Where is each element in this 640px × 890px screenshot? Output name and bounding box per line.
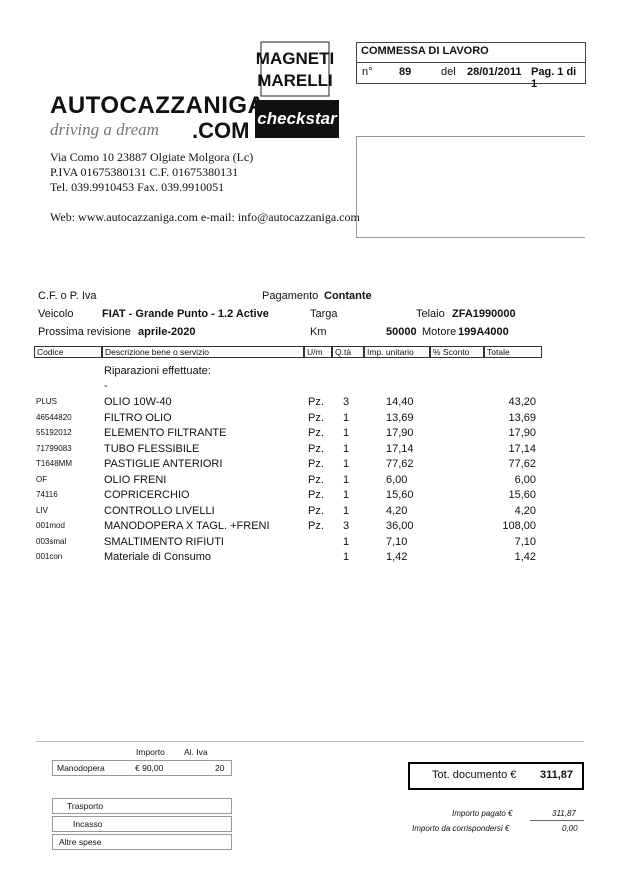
incasso-label: Incasso [73,819,103,829]
manodopera-label: Manodopera [57,763,105,773]
col-header-descrizione: Descrizione bene o servizio [102,346,304,358]
row-total: 4,20 [514,504,536,517]
col-header-sconto: % Sconto [430,346,484,358]
row-qty: 1 [343,473,350,486]
row-desc: CONTROLLO LIVELLI [104,504,215,517]
row-desc: PASTIGLIE ANTERIORI [104,458,223,470]
row-qty: 1 [343,535,350,548]
row-total: 108,00 [502,520,536,532]
row-desc: COPRICERCHIO [104,489,190,501]
row-total: 17,14 [508,442,536,455]
row-code: 71799083 [36,443,72,453]
row-code: T1648MM [36,459,73,468]
row-desc: ELEMENTO FILTRANTE [104,427,227,439]
company-address: Via Como 10 23887 Olgiate Molgora (Lc) [50,150,254,164]
col-header-imp-unitario: Imp. unitario [364,346,430,358]
company-tagline: driving a dream [50,120,159,139]
motor-value: 199A4000 [458,326,509,338]
commessa-date: 28/01/2011 [467,66,522,78]
company-brand: AUTOCAZZANIGA [50,92,266,119]
row-unit: 4,20 [386,504,408,517]
row-unit: 17,90 [386,427,414,439]
revision-value: aprile-2020 [138,326,196,338]
customer-box [356,136,585,238]
row-um: Pz. [308,504,324,517]
row-code: 74116 [36,490,58,499]
row-total: 7,10 [514,535,536,548]
revision-label: Prossima revisione [38,326,131,338]
row-um: Pz. [308,489,324,501]
paid-underline [530,820,584,821]
paid-value: 311,87 [552,809,576,818]
row-desc: FILTRO OLIO [104,411,172,424]
row-total: 1,42 [514,551,536,563]
commessa-title: COMMESSA DI LAVORO [361,45,489,57]
row-code: LIV [36,505,49,515]
row-unit: 15,60 [386,489,414,501]
row-total: 6,00 [514,473,536,486]
company-dotcom: .COM [192,118,250,143]
payment-label: Pagamento [262,290,319,302]
targa-label: Targa [310,308,338,320]
svg-text:MAGNETI: MAGNETI [255,49,335,68]
row-code: 46544820 [36,412,72,422]
commessa-del-label: del [441,66,456,78]
row-unit: 13,69 [386,411,414,424]
row-desc: OLIO FRENI [104,473,167,486]
due-label: Importo da corrispondersi € [412,824,510,833]
importo-label: Importo [136,747,165,757]
row-desc: TUBO FLESSIBILE [104,442,200,455]
motor-label: Motore [422,326,457,338]
row-qty: 1 [343,442,350,455]
row-total: 15,60 [508,489,536,501]
checkstar-logo: checkstar [255,100,339,138]
row-um: Pz. [308,520,324,532]
row-unit: 7,10 [386,535,408,548]
commessa-page: Pag. 1 di 1 [531,66,577,90]
vehicle-label: Veicolo [38,308,74,320]
payment-value: Contante [324,290,372,302]
section-dash: - [104,380,108,392]
commessa-number: 89 [399,66,412,78]
row-code: 003smal [36,536,67,546]
vehicle-value: FIAT - Grande Punto - 1.2 Active [102,308,269,320]
col-header-qta: Q.tà [332,346,364,358]
row-desc: SMALTIMENTO RIFIUTI [104,535,224,548]
due-value: 0,00 [562,824,578,833]
row-um: Pz. [308,442,324,455]
row-unit: 77,62 [386,458,414,470]
row-code: OF [36,474,48,484]
telaio-value: ZFA1990000 [452,308,516,320]
total-document-box [408,762,584,790]
total-label: Tot. documento € [432,769,517,781]
svg-text:MARELLI: MARELLI [257,71,333,90]
row-um: Pz. [308,396,324,408]
aliq-label: Al. Iva [184,747,208,757]
row-qty: 1 [343,551,350,563]
company-phone: Tel. 039.9910453 Fax. 039.9910051 [50,180,225,194]
row-code: PLUS [36,397,57,406]
row-code: 001mod [36,521,65,530]
section-title: Riparazioni effettuate: [104,365,211,377]
manodopera-value: € 90,00 [135,763,164,773]
incasso-row [52,816,232,832]
row-total: 77,62 [508,458,536,470]
altre-spese-label: Altre spese [59,837,102,847]
row-desc: MANODOPERA X TAGL. +FRENI [104,520,270,532]
col-header-codice: Codice [34,346,102,358]
km-value: 50000 [386,326,417,338]
row-qty: 1 [343,489,350,501]
row-unit: 36,00 [386,520,414,532]
row-um: Pz. [308,458,324,470]
commessa-n-label: n° [362,66,373,78]
manodopera-row [52,760,232,776]
row-unit: 6,00 [386,473,408,486]
telaio-label: Telaio [416,308,445,320]
row-qty: 1 [343,504,350,517]
row-code: 55192012 [36,428,72,437]
row-qty: 3 [343,396,350,408]
magneti-marelli-logo [255,40,335,98]
row-um: Pz. [308,411,324,424]
cf-label: C.F. o P. Iva [38,290,97,302]
company-web: Web: www.autocazzaniga.com e-mail: info@autocazzaniga.com [50,210,360,224]
row-total: 43,20 [508,396,536,408]
summary-divider [36,741,584,742]
col-header-um: U/m [304,346,332,358]
row-qty: 3 [343,520,350,532]
col-header-totale: Totale [484,346,542,358]
row-code: 001con [36,552,63,561]
km-label: Km [310,326,327,338]
row-qty: 1 [343,427,350,439]
row-um: Pz. [308,473,324,486]
row-total: 13,69 [508,411,536,424]
trasporto-label: Trasporto [67,801,104,811]
row-unit: 14,40 [386,396,414,408]
row-qty: 1 [343,458,350,470]
row-um: Pz. [308,427,324,439]
altre-spese-row [52,834,232,850]
row-total: 17,90 [508,427,536,439]
row-qty: 1 [343,411,350,424]
commessa-box [356,42,586,90]
total-value: 311,87 [540,769,574,781]
company-tax: P.IVA 01675380131 C.F. 01675380131 [50,165,239,179]
paid-label: Importo pagato € [452,809,513,818]
row-unit: 1,42 [386,551,408,563]
row-unit: 17,14 [386,442,414,455]
row-desc: Materiale di Consumo [104,551,211,563]
trasporto-row [52,798,232,814]
manodopera-iva: 20 [215,763,225,773]
row-desc: OLIO 10W-40 [104,396,172,408]
